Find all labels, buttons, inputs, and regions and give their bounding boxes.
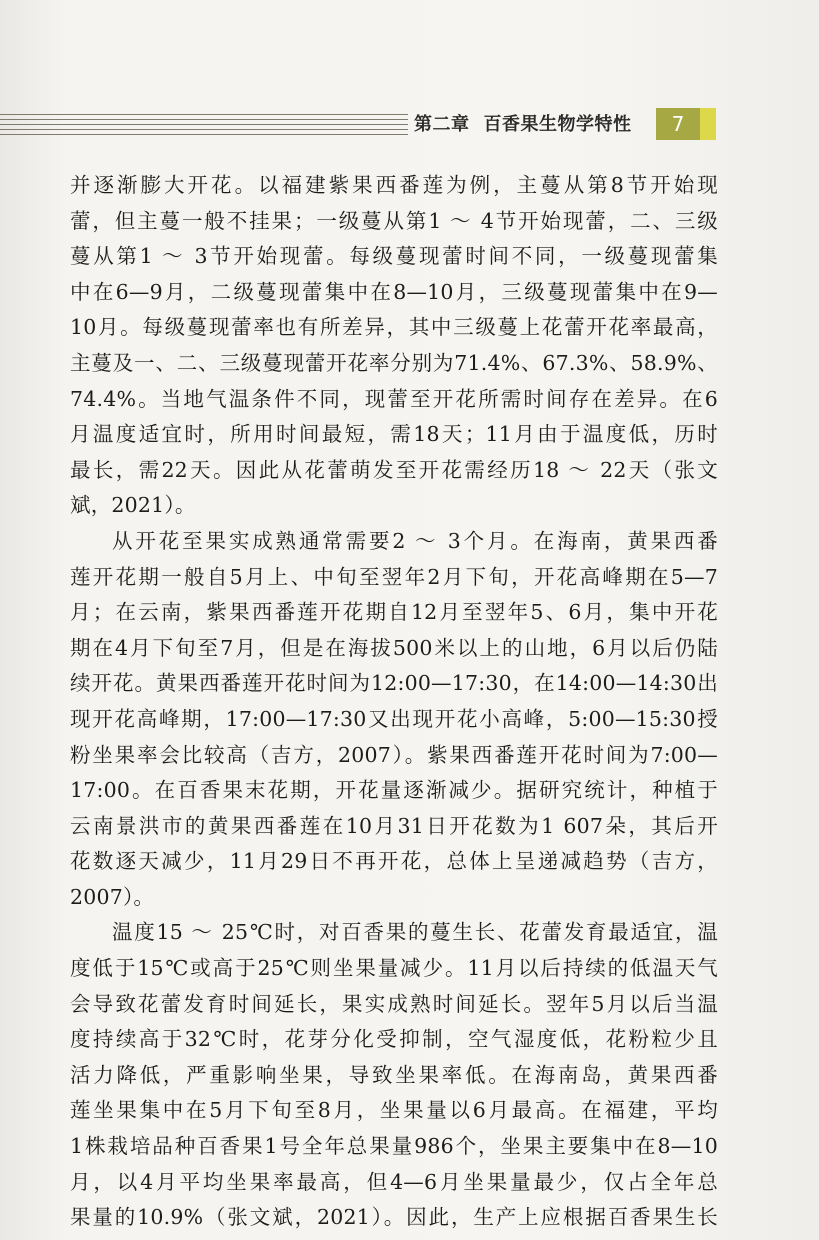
text-line: 74.4%。当地气温条件不同，现蕾至开花所需时间存在差异。在6 — [70, 386, 718, 411]
paragraph — [70, 168, 718, 524]
text-line: 斌，2021）。 — [70, 493, 196, 518]
text-line: 莲坐果集中在5月下旬至8月，坐果量以6月最高。在福建，平均 — [70, 1098, 718, 1123]
text-line: 主蔓及一、二、三级蔓现蕾开花率分别为71.4%、67.3%、58.9%、 — [70, 350, 718, 375]
text-line: 2007）。 — [70, 884, 155, 909]
text-line: 现开花高峰期，17:00—17:30又出现开花小高峰，5:00—15:30授 — [70, 706, 718, 731]
text-line: 度持续高于32℃时，花芽分化受抑制，空气湿度低，花粉粒少且 — [70, 1027, 718, 1052]
text-line: 云南景洪市的黄果西番莲在10月31日开花数为1 607朵，其后开 — [70, 813, 718, 838]
paragraph — [70, 524, 718, 916]
text-line: 期在4月下旬至7月，但是在海拔500米以上的山地，6月以后仍陆 — [70, 635, 718, 660]
text-line: 中在6—9月，二级蔓现蕾集中在8—10月，三级蔓现蕾集中在9— — [70, 279, 718, 304]
text-line: 17:00。在百香果末花期，开花量逐渐减少。据研究统计，种植于 — [70, 778, 718, 803]
text-line: 月，以4月平均坐果率最高，但4—6月坐果量最少，仅占全年总 — [70, 1169, 718, 1194]
chapter-label: 第二章 — [414, 114, 470, 135]
text-line: 花数逐天减少，11月29日不再开花，总体上呈递减趋势（吉方， — [70, 849, 718, 874]
text-line: 活力降低，严重影响坐果，导致坐果率低。在海南岛，黄果西番 — [70, 1062, 718, 1087]
text-line: 1株栽培品种百香果1号全年总果量986个，坐果主要集中在8—10 — [70, 1134, 718, 1159]
text-line: 从开花至果实成熟通常需要2 ～ 3个月。在海南，黄果西番 — [112, 528, 718, 553]
header-rules — [0, 114, 408, 136]
text-line: 并逐渐膨大开花。以福建紫果西番莲为例，主蔓从第8节开始现 — [70, 173, 718, 197]
text-line: 月；在云南，紫果西番莲开花期自12月至翌年5、6月，集中开花 — [70, 600, 718, 625]
chapter-title: 百香果生物学特性 — [483, 114, 632, 135]
text-line: 10月。每级蔓现蕾率也有所差异，其中三级蔓上花蕾开花率最高， — [70, 315, 718, 340]
running-header — [0, 106, 819, 142]
chapter-heading — [414, 110, 632, 138]
page-number: 7 — [656, 108, 700, 140]
text-line: 果量的10.9%（张文斌，2021）。因此，生产上应根据百香果生长 — [70, 1205, 718, 1230]
text-line: 粉坐果率会比较高（吉方，2007）。紫果西番莲开花时间为7:00— — [70, 742, 718, 767]
body-text — [70, 168, 718, 1236]
text-line: 蔓从第1 ～ 3节开始现蕾。每级蔓现蕾时间不同，一级蔓现蕾集 — [70, 244, 718, 269]
text-line: 最长，需22天。因此从花蕾萌发至开花需经历18 ～ 22天（张文 — [70, 457, 718, 482]
text-line: 蕾，但主蔓一般不挂果；一级蔓从第1 ～ 4节开始现蕾，二、三级 — [70, 208, 718, 233]
text-line: 月温度适宜时，所用时间最短，需18天；11月由于温度低，历时 — [70, 422, 718, 447]
text-line: 温度15 ～ 25℃时，对百香果的蔓生长、花蕾发育最适宜，温 — [112, 920, 718, 945]
paragraph — [70, 915, 718, 1235]
text-line: 度低于15℃或高于25℃则坐果量减少。11月以后持续的低温天气 — [70, 956, 718, 981]
page-number-tab — [700, 108, 716, 140]
text-line: 莲开花期一般自5月上、中旬至翌年2月下旬，开花高峰期在5—7 — [70, 564, 718, 589]
text-line: 续开花。黄果西番莲开花时间为12:00—17:30，在14:00—14:30出 — [70, 671, 718, 696]
text-line: 会导致花蕾发育时间延长，果实成熟时间延长。翌年5月以后当温 — [70, 991, 718, 1016]
